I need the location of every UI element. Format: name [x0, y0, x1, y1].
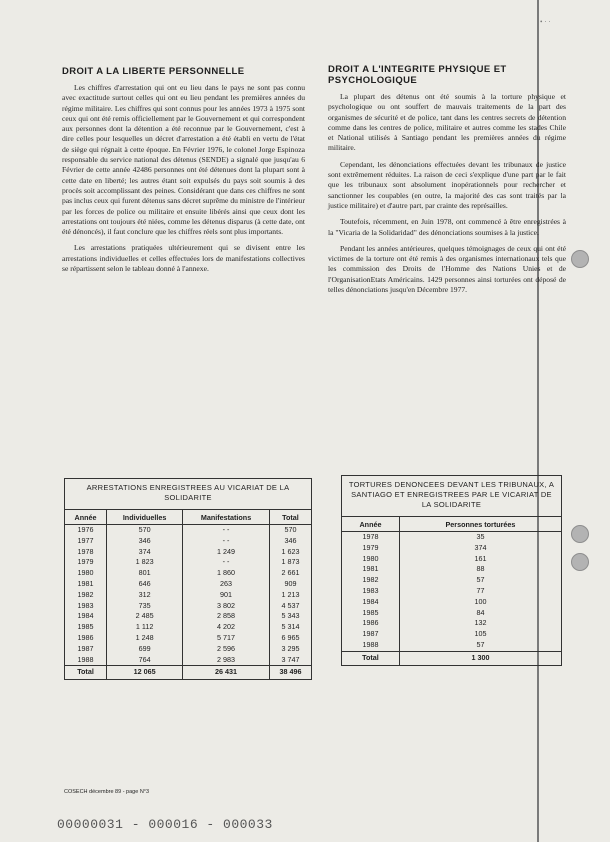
arrests-table [64, 478, 312, 680]
table-row [65, 622, 311, 633]
table-title: TORTURES DENONCEES DEVANT LES TRIBUNAUX, A SANTIAGO ET ENREGISTREES PAR LE VICARIAT DE LA SOLIDARITE [348, 480, 555, 509]
table-row [65, 601, 311, 612]
table-cell: 646 [107, 579, 183, 590]
paragraph: Pendant les années antérieures, quelques témoignages de ceux qui ont été victimes de la torture ont été remis à des organismes internationaux tels que les commission des Droits de l'Homme des Nations Unies et de l'OrganisationEtats Américains. 1429 personnes ainsi torturées ont déposé de telles dénonciations jusqu'en Décembre 1977. [328, 243, 566, 295]
table-cell: 2 661 [281, 568, 300, 578]
table-cell: 1 248 [107, 633, 183, 644]
table-row [342, 532, 561, 543]
table-cell: 346 [107, 536, 183, 547]
table-row [342, 618, 561, 629]
table-row [65, 536, 311, 547]
table-cell: 1982 [65, 590, 107, 601]
archive-code: 00000031 - 000016 - 000033 [57, 817, 273, 832]
table-cell: 100 [474, 596, 487, 606]
table-cell: 1982 [342, 575, 399, 586]
punch-hole [571, 525, 589, 543]
table-cell: 1988 [65, 655, 107, 666]
column-header: Manifestations [183, 510, 270, 525]
table-cell: 1987 [65, 644, 107, 655]
column-header: Année [342, 517, 399, 532]
page-footer: COSECH décembre 89 - page N°3 [64, 789, 150, 795]
table-cell: 5 717 [183, 633, 270, 644]
table-cell: 161 [474, 553, 487, 563]
paragraph: Les arrestations pratiquées ultérieurement qui se divisent entre les arrestations individuelles et celles effectuées lors de manifestations collectives se répartissent selon le tableau donné à l'annexe. [62, 243, 305, 274]
section-integrite [328, 64, 566, 301]
table-cell: 1978 [65, 547, 107, 558]
table-cell: 38 496 [269, 666, 311, 680]
tortures-table [341, 475, 562, 666]
table-cell: 1 213 [281, 589, 300, 599]
table-cell: 312 [107, 590, 183, 601]
table-cell: 1980 [65, 568, 107, 579]
table-cell: 263 [183, 579, 270, 590]
table-cell: 77 [476, 585, 485, 595]
column-header: Personnes torturées [399, 517, 561, 532]
table-row [342, 608, 561, 619]
table-cell: 1979 [342, 543, 399, 554]
table-cell: 2 858 [183, 611, 270, 622]
table-cell: 88 [476, 564, 485, 574]
table-cell: 764 [107, 655, 183, 666]
table-total-row [65, 666, 311, 680]
table-cell: 1 860 [183, 568, 270, 579]
table-cell: 1986 [65, 633, 107, 644]
table-cell: 1986 [342, 618, 399, 629]
table-cell: 1 112 [107, 622, 183, 633]
table-cell: 374 [107, 547, 183, 558]
table-row [65, 557, 311, 568]
table-cell: 374 [474, 542, 487, 552]
table-cell: 57 [476, 575, 485, 585]
table-cell: 3 802 [183, 601, 270, 612]
table-cell: 1977 [65, 536, 107, 547]
table-cell: 1985 [65, 622, 107, 633]
table-cell: 3 295 [281, 643, 300, 653]
table-row [65, 655, 311, 666]
table-row [65, 547, 311, 558]
paragraph: Les chiffres d'arrestation qui ont eu lieu dans le pays ne sont pas connu avec exactitude surtout celles qui ont eu lieu pendant les premières années du régime militaire. Les chiffres qui sont connus pour les années 1973 à 1975 sont ceux qui ont été remis officiellement par le Gouvernement et qui correspondent aux personnes dont la détention a été reconnue par le Gouvernement, c'est à dire celles pour lesquelles un décret d'arrestation a été établi en vertu de l'état de siège qui régnait à cette époque. En Février 1976, le colonel Jorge Espinoza responsable du service national des détenus (SENDE) a signalé que jusqu'au 6 Février de cette année 42486 personnes ont été détenues dont la plupart sont à cette date en liberté; les autres étant soit expulsés du pays soit soumis à des procès soit accomplissant des peines. Considérant que dans ces chiffres ne sont pas inclus ceux qui furent détenus sans décret suprême du ministre de l'intérieur par les forces de police ou militaire et ensuite libérés ainsi que ceux dont les arrestations ont toujours été niées, comme les détenus disparus (à cette date, ont été dénoncés), il faut conclure que les chiffres réels sont plus importants. [62, 83, 305, 237]
table-cell: 1985 [342, 608, 399, 619]
table-cell: 346 [284, 535, 297, 545]
table-cell: 1 249 [183, 547, 270, 558]
table-cell: 1987 [342, 629, 399, 640]
column-header: Total [269, 510, 311, 525]
table-row [65, 525, 311, 536]
table-cell: - - [183, 557, 270, 568]
paragraph: Cependant, les dénonciations effectuées devant les tribunaux de justice sont extrêmement réduites. La raison de ceci s'explique d'une part par le fait que les tribunaux sont absolument inopérationnels pour rechercher et sanctionner les coupables (en outre, la majorité des cas sont traités par la justice militaire) et d'autre part, par crainte des représailles. [328, 159, 566, 210]
paragraph: Toutefois, récemment, en Juin 1978, ont commencé à être enregistrées à la "Vicaria de la Solidaridad" des dénonciations soumises à la justice. [328, 217, 566, 237]
column-header: Année [65, 510, 107, 525]
table-title: ARRESTATIONS ENREGISTREES AU VICARIAT DE LA SOLIDARITE [65, 479, 311, 510]
corner-mark: • · · [540, 18, 551, 26]
table-cell: 57 [476, 639, 485, 649]
table-cell: 35 [476, 532, 485, 541]
table-cell: 570 [284, 525, 297, 534]
paragraph: La plupart des détenus ont été soumis à la torture physique et psychologique ou ont souffert de mauvais traitements de la part des organismes de sécurité et de police, tant dans les centres secrets de détention comme dans les centres de police, militaire et autres comme les stades Chile et National utilisés à Santiago pendant les premières années du régime militaire. [328, 92, 566, 153]
table-cell: 1978 [342, 532, 399, 543]
table-cell: 901 [183, 590, 270, 601]
table-cell: 909 [284, 578, 297, 588]
table-row [342, 575, 561, 586]
table-cell: 84 [476, 607, 485, 617]
table-cell: 6 965 [281, 632, 300, 642]
table-cell: 2 485 [107, 611, 183, 622]
punch-hole [571, 250, 589, 268]
table-cell: 26 431 [183, 666, 270, 680]
section-title: DROIT A L'INTEGRITE PHYSIQUE ET PSYCHOLOGIQUE [328, 64, 507, 86]
table-cell: 1 623 [281, 546, 300, 556]
table-cell: 735 [107, 601, 183, 612]
table-cell: 1984 [342, 597, 399, 608]
table-row [342, 564, 561, 575]
table-cell: 2 983 [183, 655, 270, 666]
table-cell: 132 [474, 618, 487, 628]
table-cell: 105 [474, 629, 487, 639]
table-cell: 1981 [342, 564, 399, 575]
table-cell: Total [65, 666, 107, 680]
table-cell: 1981 [65, 579, 107, 590]
table-cell: 4 202 [183, 622, 270, 633]
table-cell: 1980 [342, 554, 399, 565]
table-row [65, 633, 311, 644]
table-cell: 5 314 [281, 622, 300, 632]
table-cell: 1983 [65, 601, 107, 612]
table-header-row [65, 510, 311, 525]
table-row [65, 579, 311, 590]
table-cell: - - [183, 525, 270, 536]
table-cell: - - [183, 536, 270, 547]
table-cell: 1 300 [399, 651, 561, 665]
table-cell: 5 343 [281, 611, 300, 621]
section-title: DROIT A LA LIBERTE PERSONNELLE [62, 66, 245, 77]
table-cell: 1 823 [107, 557, 183, 568]
table-row [342, 640, 561, 651]
table-total-row [342, 651, 561, 665]
table-row [65, 644, 311, 655]
table-cell: 570 [107, 525, 183, 536]
table-cell: 1984 [65, 611, 107, 622]
table-row [342, 629, 561, 640]
section-liberte [62, 66, 305, 280]
table-cell: 1 873 [281, 557, 300, 567]
table-row [65, 568, 311, 579]
table-cell: 2 596 [183, 644, 270, 655]
table-row [342, 554, 561, 565]
table-cell: 1983 [342, 586, 399, 597]
table-cell: 3 747 [281, 654, 300, 664]
table-cell: Total [342, 651, 399, 665]
table-cell: 699 [107, 644, 183, 655]
table-row [342, 597, 561, 608]
table-row [65, 611, 311, 622]
column-header: Individuelles [107, 510, 183, 525]
table-cell: 1976 [65, 525, 107, 536]
table-cell: 801 [107, 568, 183, 579]
table-cell: 1988 [342, 640, 399, 651]
table-cell: 4 537 [281, 600, 300, 610]
table-row [65, 590, 311, 601]
table-cell: 1979 [65, 557, 107, 568]
table-cell: 12 065 [107, 666, 183, 680]
table-header-row [342, 517, 561, 532]
punch-hole [571, 553, 589, 571]
table-row [342, 543, 561, 554]
table-row [342, 586, 561, 597]
